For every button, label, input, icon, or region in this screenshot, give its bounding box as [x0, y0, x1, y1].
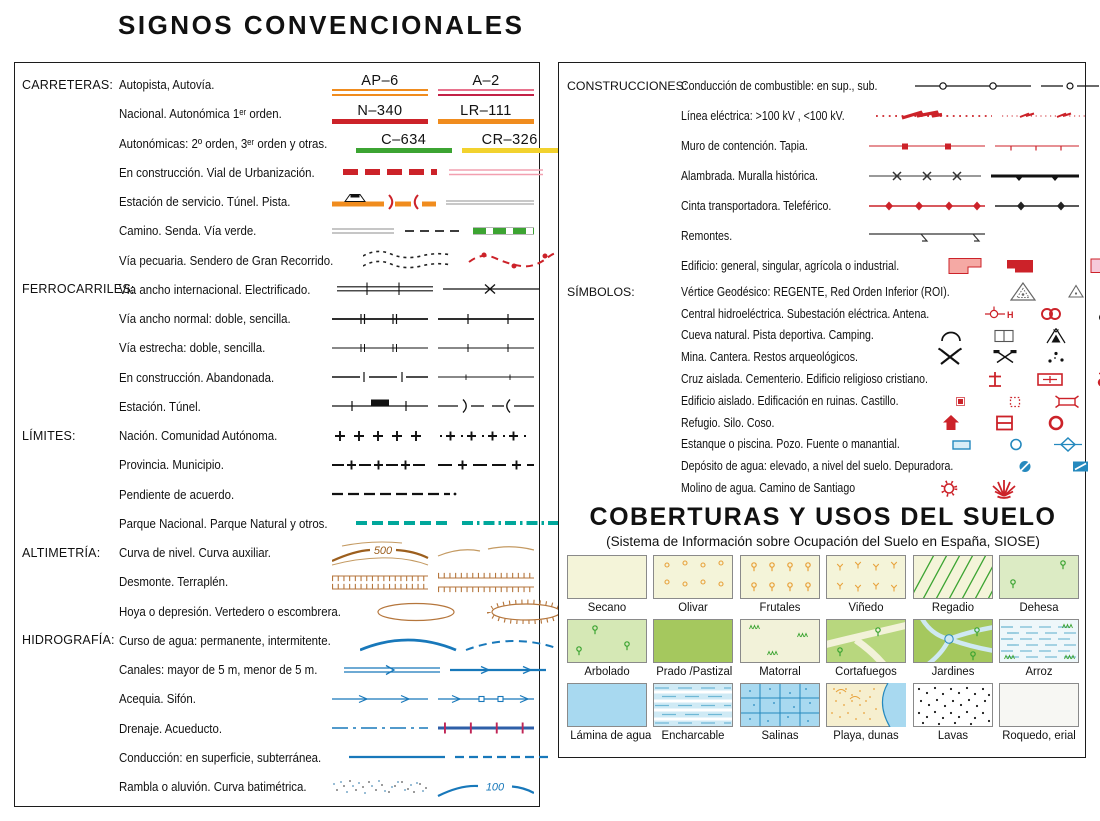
landcover-tile-vinedo — [826, 555, 906, 615]
landcover-tile-jardines — [913, 619, 993, 679]
symbol-cruz-cementerio-iglesia — [975, 368, 1100, 390]
tile-label: Regadio — [931, 599, 974, 614]
road-shield-label: C–634 — [381, 132, 427, 149]
road-shield-label: N–340 — [357, 103, 403, 119]
row-description: Pendiente de acuerdo. — [119, 486, 235, 502]
row-description: Estación. Túnel. — [119, 398, 201, 414]
symbol-cinta-teleferico — [869, 193, 1079, 219]
tile-label: Arroz — [1025, 663, 1053, 678]
row-description: Alambrada. Muralla histórica. — [681, 169, 818, 183]
landcover-tile-roquedo — [999, 683, 1079, 743]
section-label-construcciones: CONSTRUCCIONES: — [567, 79, 688, 93]
section-label-ferrocarriles: FERROCARRILES: — [22, 282, 135, 297]
symbol-desmonte-terraplen — [332, 569, 534, 595]
legend-row — [22, 450, 534, 479]
symbol-curva-nivel-auxiliar — [332, 540, 534, 566]
coberturas-subtitle: (Sistema de Información sobre Ocupación del Suelo en España, SIOSE) — [606, 533, 1040, 549]
legend-row — [567, 477, 1079, 499]
symbol-estanque-pozo-fuente — [941, 433, 1091, 455]
row-description: Cueva natural. Pista deportiva. Camping. — [681, 328, 874, 343]
legend-row — [22, 158, 534, 187]
legend-row — [22, 421, 534, 450]
row-description: Provincia. Municipio. — [119, 457, 224, 473]
symbol-acequia-sifon — [332, 686, 534, 712]
symbol-via-normal-doble-sencilla — [332, 306, 534, 332]
landcover-tile-encharcable — [653, 683, 733, 743]
coberturas-title: COBERTURAS Y USOS DEL SUELO — [589, 502, 1057, 531]
symbol-linea-electrica — [876, 103, 1086, 129]
row-description: Línea eléctrica: >100 kV , <100 kV. — [681, 109, 845, 123]
row-description: Autopista, Autovía. — [119, 77, 215, 92]
row-description: Curva de nivel. Curva auxiliar. — [119, 545, 271, 560]
symbol-conduccion-agua — [349, 744, 551, 770]
legend-row — [22, 304, 534, 333]
legend-row — [567, 325, 1079, 347]
tile-label: Salinas — [761, 727, 799, 742]
symbol-limite-nacion-autonomia — [332, 423, 534, 449]
legend-row — [22, 275, 534, 304]
landcover-tile-arroz — [999, 619, 1079, 679]
row-description: En construcción. Abandonada. — [119, 369, 275, 385]
row-description: Estanque o piscina. Pozo. Fuente o manantial. — [681, 437, 900, 452]
section-label-altimetria: ALTIMETRÍA: — [22, 545, 101, 560]
tile-label: Encharcable — [661, 727, 725, 742]
legend-row — [567, 368, 1079, 390]
symbol-limite-provincia-municipio — [332, 452, 534, 478]
row-description: En construcción. Vial de Urbanización. — [119, 164, 315, 180]
row-description: Camino. Senda. Vía verde. — [119, 223, 257, 239]
symbol-ferrocarril-construccion-abandonada — [332, 364, 534, 390]
tile-label: Secano — [587, 599, 627, 614]
landcover-grid — [567, 555, 1079, 743]
row-description: Conducción: en superficie, subterránea. — [119, 749, 322, 765]
row-description: Rambla o aluvión. Curva batimétrica. — [119, 779, 307, 794]
legend-row — [22, 70, 534, 99]
row-description: Nacional. Autonómica 1ᵉʳ orden. — [119, 106, 282, 122]
tile-label: Matorral — [759, 663, 801, 678]
symbol-curso-agua — [360, 627, 562, 653]
legend-row — [22, 684, 534, 713]
row-description: Estación de servicio. Túnel. Pista. — [119, 194, 291, 209]
tile-label: Cortafuegos — [835, 663, 897, 678]
symbol-edificio-ruinas-castillo — [940, 390, 1090, 412]
legend-row — [22, 363, 534, 392]
symbol-en-construccion-vial — [341, 159, 543, 185]
tile-label: Viñedo — [848, 599, 884, 614]
legend-row — [22, 538, 534, 567]
landcover-tile-lavas — [913, 683, 993, 743]
legend-row — [567, 412, 1079, 434]
road-shield-label: A–2 — [472, 72, 500, 89]
row-description: Mina. Cantera. Restos arqueológicos. — [681, 350, 859, 365]
symbol-hoya-vertedero — [371, 598, 573, 624]
symbol-canales — [344, 657, 546, 683]
section-label-limites: LÍMITES: — [22, 428, 76, 443]
landcover-tile-frutales — [740, 555, 820, 615]
legend-row — [567, 251, 1079, 281]
row-description: Nación. Comunidad Autónoma. — [119, 428, 278, 443]
row-description: Cinta transportadora. Teleférico. — [681, 199, 832, 213]
symbol-deposito-depuradora — [1005, 455, 1100, 477]
road-shield-label: LR–111 — [460, 103, 512, 119]
symbol-via-internacional-electrificado — [337, 276, 539, 302]
tile-label: Prado /Pastizal — [656, 663, 733, 678]
legend-row — [22, 509, 534, 538]
symbol-parque-nacional-natural — [356, 510, 558, 536]
legend-row — [22, 216, 534, 245]
row-description: Remontes. — [681, 229, 733, 243]
legend-row — [22, 597, 534, 626]
landcover-tile-secano — [567, 555, 647, 615]
row-description: Hoya o depresión. Vertedero o escombrera. — [119, 603, 341, 619]
symbol-camino-senda-viaverde — [332, 218, 534, 244]
row-description: Vía estrecha: doble, sencilla. — [119, 340, 266, 356]
tile-label: Arbolado — [584, 663, 630, 678]
legend-row — [567, 71, 1079, 101]
symbol-viapecuaria-senderoGR — [363, 247, 565, 273]
symbol-autonomicas-2-3-orden — [356, 133, 558, 153]
landcover-tile-cortafuegos — [826, 619, 906, 679]
row-description: Edificio: general, singular, agrícola o industrial. — [681, 259, 900, 273]
legend-row — [22, 246, 534, 275]
tile-label: Jardines — [931, 663, 974, 678]
section-label-hidrografia: HIDROGRAFÍA: — [22, 633, 115, 648]
tile-label: Olivar — [678, 599, 709, 614]
legend-row — [22, 567, 534, 596]
legend-row — [567, 161, 1079, 191]
symbol-central-subestacion-antena — [976, 303, 1100, 325]
symbol-drenaje-acueducto — [332, 715, 534, 741]
symbol-cueva-pista-camping — [929, 325, 1079, 347]
road-shield-label: CR–326 — [481, 132, 538, 149]
legend-row — [567, 434, 1079, 456]
row-description: Edificio aislado. Edificación en ruinas. Castillo. — [681, 393, 899, 408]
symbol-refugio-silo-coso — [929, 412, 1079, 434]
tile-label: Playa, dunas — [833, 727, 899, 742]
symbol-conduccion-combustible — [915, 73, 1100, 99]
row-description: Muro de contención. Tapia. — [681, 139, 808, 153]
section-label-carreteras: CARRETERAS: — [22, 77, 114, 92]
legend-row — [22, 743, 534, 772]
legend-row — [22, 187, 534, 216]
right-legend-panel — [558, 62, 1086, 758]
legend-row — [567, 455, 1079, 477]
left-legend-panel — [14, 62, 540, 807]
row-description: Vía ancho normal: doble, sencilla. — [119, 311, 291, 326]
symbol-mina-cantera-restos — [929, 346, 1079, 368]
legend-row — [22, 480, 534, 509]
landcover-tile-prado — [653, 619, 733, 679]
symbol-via-estrecha-doble-sencilla — [332, 335, 534, 361]
legend-row — [22, 655, 534, 684]
legend-row — [567, 191, 1079, 221]
bathymetric-depth-label: 100 — [485, 781, 505, 793]
row-description: Central hidroeléctrica. Subestación eléctrica. Antena. — [681, 306, 930, 321]
legend-row — [567, 131, 1079, 161]
landcover-tile-matorral — [740, 619, 820, 679]
symbol-pendiente-acuerdo — [332, 481, 534, 507]
landcover-tile-dehesa — [999, 555, 1079, 615]
row-description: Vértice Geodésico: REGENTE, Red Orden Inferior (ROI). — [681, 284, 950, 299]
contour-elevation-label: 500 — [373, 544, 393, 557]
row-description: Conducción de combustible: en sup., sub. — [681, 79, 878, 93]
row-description: Vía pecuaria. Sendero de Gran Recorrido. — [119, 252, 334, 268]
landcover-tile-salinas — [740, 683, 820, 743]
legend-row — [22, 129, 538, 158]
legend-row — [22, 333, 534, 362]
hydro-plant-h-glyph: H — [1007, 309, 1014, 320]
row-description: Depósito de agua: elevado, a nivel del suelo. Depuradora. — [681, 459, 954, 474]
legend-row — [22, 626, 534, 655]
road-shield-label: AP–6 — [361, 72, 399, 89]
tile-label: Frutales — [759, 599, 801, 614]
symbol-remontes — [869, 223, 1079, 249]
landcover-tile-regadio — [913, 555, 993, 615]
page-title: SIGNOS CONVENCIONALES — [118, 10, 525, 40]
legend-row — [22, 392, 534, 421]
symbol-edificios — [941, 253, 1100, 279]
symbol-estacion-servicio-tunel-pista — [332, 189, 534, 215]
landcover-tile-olivar — [653, 555, 733, 615]
legend-row — [567, 221, 1079, 251]
row-description: Cruz aislada. Cementerio. Edificio religioso cristiano. — [681, 372, 928, 387]
tile-label: Dehesa — [1019, 599, 1059, 614]
row-description: Parque Nacional. Parque Natural y otros. — [119, 515, 328, 531]
row-description: Refugio. Silo. Coso. — [681, 415, 775, 430]
row-description: Curso de agua: permanente, intermitente. — [119, 632, 331, 648]
tile-label: Roquedo, erial — [1002, 727, 1076, 742]
legend-row — [22, 772, 534, 801]
row-description: Desmonte. Terraplén. — [119, 574, 229, 590]
row-description: Vía ancho internacional. Electrificado. — [119, 281, 311, 297]
legend-row — [567, 281, 1079, 303]
row-description: Molino de agua. Camino de Santiago — [681, 481, 856, 496]
symbol-estacion-tunel-ferrocarril — [332, 393, 534, 419]
symbol-nacional-autonomica1 — [332, 104, 534, 124]
landcover-tile-lamina-agua — [567, 683, 652, 743]
legend-row — [567, 346, 1079, 368]
symbol-molino-camino-santiago — [929, 477, 1079, 499]
row-description: Acequia. Sifón. — [119, 691, 196, 707]
tile-label: Lámina de agua — [570, 727, 652, 742]
legend-row — [567, 101, 1079, 131]
section-label-simbolos: SÍMBOLOS: — [567, 284, 635, 299]
row-description: Canales: mayor de 5 m, menor de 5 m. — [119, 662, 318, 677]
tile-label: Lavas — [937, 727, 968, 742]
symbol-autopista-autovia — [332, 74, 534, 96]
symbol-alambrada-muralla — [869, 163, 1079, 189]
legend-row — [22, 714, 534, 743]
symbol-rambla-batimetrica — [332, 774, 534, 800]
landcover-tile-playa-dunas — [826, 683, 906, 743]
symbol-muro-contencion-tapia — [869, 133, 1079, 159]
symbol-vertice-geodesico — [1001, 281, 1100, 303]
row-description: Drenaje. Acueducto. — [119, 720, 223, 736]
legend-row — [22, 99, 534, 128]
landcover-tile-arbolado — [567, 619, 647, 679]
row-description: Autonómicas: 2º orden, 3ᵉʳ orden y otras. — [119, 135, 328, 151]
legend-row — [567, 390, 1079, 412]
legend-row — [567, 303, 1079, 325]
